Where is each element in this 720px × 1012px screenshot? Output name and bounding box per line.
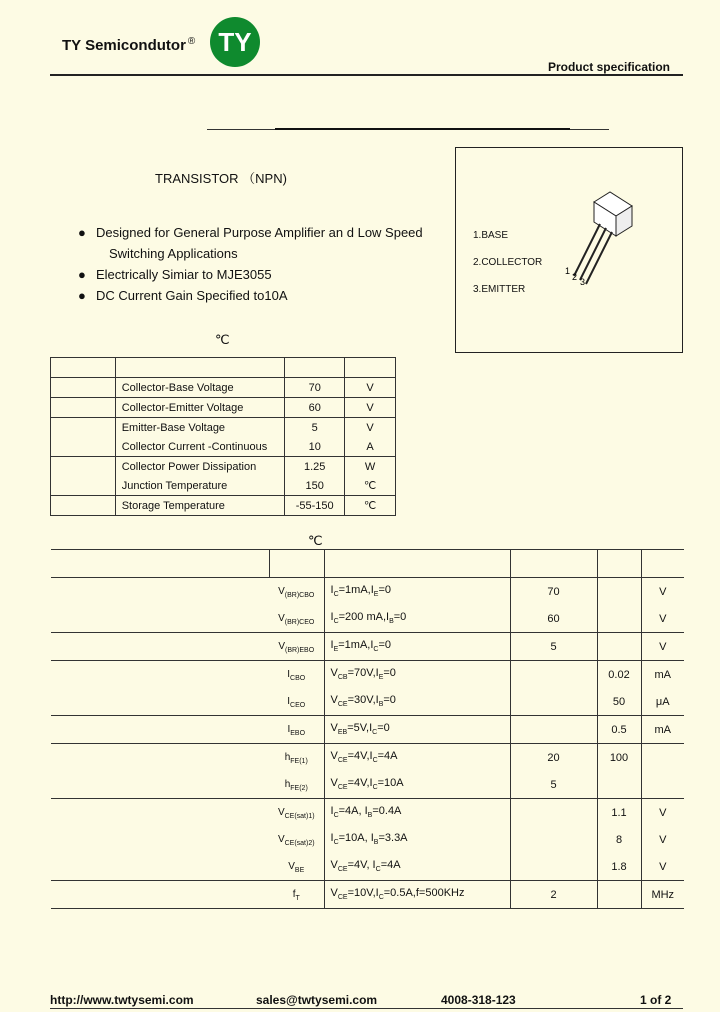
- symbol-cell: $V_{(BR)CBO}$: [278, 585, 315, 599]
- table-row: [51, 661, 684, 689]
- min-cell: [510, 716, 597, 744]
- table-header-row: [51, 550, 684, 578]
- electrical-characteristics-table: [51, 549, 684, 909]
- symbol-cell: $I_{CEO}$: [269, 688, 324, 716]
- table-row: [51, 771, 684, 799]
- product-spec-label: Product specification: [547, 60, 670, 74]
- unit-cell: V: [641, 578, 684, 606]
- footer-website-link[interactable]: http://www.twtysemi.com: [50, 993, 194, 1007]
- bullet-icon: ●: [78, 225, 86, 240]
- unit-cell: MHz: [641, 881, 684, 909]
- min-cell: 5: [510, 633, 597, 661]
- table-row: [51, 605, 684, 633]
- min-cell: [510, 826, 597, 853]
- feature-list: [78, 222, 423, 306]
- table-row: Collector-Base Voltage 70 V: [51, 378, 396, 398]
- unit-cell: μA: [641, 688, 684, 716]
- symbol-cell: $I_{CBO}$: [287, 668, 306, 682]
- table-row: [51, 633, 684, 661]
- max-cell: 0.5: [597, 716, 641, 744]
- feature-item: ● Designed for General Purpose Amplifier an d Low Speed: [78, 222, 423, 243]
- symbol-cell: $f_T$: [269, 881, 324, 909]
- company-logo: TY: [210, 17, 260, 67]
- footer-rule: [50, 1008, 683, 1009]
- condition-cell: $V_{CE}=10V,I_C=0.5A,f=500KHz$: [324, 881, 510, 909]
- table-row: Storage Temperature -55-150 ℃: [51, 496, 396, 516]
- max-cell: [597, 881, 641, 909]
- table-row: Collector Current -Continuous 10 A: [51, 437, 396, 457]
- feature-item: ● DC Current Gain Specified to10A: [78, 285, 423, 306]
- unit-cell: [641, 771, 684, 799]
- table-row: Junction Temperature 150 ℃: [51, 476, 396, 496]
- symbol-cell: $h_{FE(1)}$: [284, 751, 308, 765]
- brand-name: TY Semicondutor ®: [62, 36, 196, 54]
- condition-cell: $V_{EB}=5V,I_C=0$: [324, 716, 510, 744]
- max-cell: 50: [597, 688, 641, 716]
- unit-cell: mA: [641, 716, 684, 744]
- table-row: [51, 744, 684, 772]
- to126-package-icon: [556, 188, 646, 288]
- max-cell: [597, 578, 641, 606]
- min-cell: 60: [510, 605, 597, 633]
- pin-emitter-label: 3.EMITTER: [473, 284, 526, 295]
- condition-cell: $I_C=4A$, $I_B=0.4A$: [324, 799, 510, 827]
- pin-collector-label: 2.COLLECTOR: [473, 257, 543, 268]
- header-rule: [50, 74, 683, 76]
- electrical-temp-note: ℃: [308, 533, 323, 548]
- bullet-icon: ●: [78, 267, 86, 282]
- min-cell: [510, 853, 597, 881]
- min-cell: 20: [510, 744, 597, 772]
- table-row: [51, 826, 684, 853]
- feature-item-continuation: Switching Applications: [109, 246, 238, 261]
- min-cell: 5: [510, 771, 597, 799]
- title-rule-thick: [275, 128, 570, 130]
- condition-cell: $I_C=200$ $mA,I_B=0$: [324, 605, 510, 633]
- min-cell: 2: [510, 881, 597, 909]
- table-row: Collector Power Dissipation 1.25 W: [51, 457, 396, 477]
- symbol-cell: $V_{(BR)EBO}$: [269, 633, 324, 661]
- unit-cell: V: [641, 605, 684, 633]
- unit-cell: V: [641, 826, 684, 853]
- unit-cell: [641, 744, 684, 772]
- symbol-cell: $V_{CE(sat)1)}$: [277, 806, 315, 820]
- symbol-cell: $V_{(BR)CEO}$: [269, 605, 324, 633]
- unit-cell: mA: [641, 661, 684, 689]
- table-row: [51, 688, 684, 716]
- max-cell: [597, 605, 641, 633]
- symbol-cell: $V_{BE}$: [269, 853, 324, 881]
- pin-number-3: 3: [580, 277, 586, 287]
- package-box: [455, 147, 683, 353]
- table-row: [51, 799, 684, 827]
- table-row: [51, 578, 684, 606]
- max-cell: [597, 633, 641, 661]
- min-cell: [510, 661, 597, 689]
- symbol-cell: $h_{FE(2)}$: [269, 771, 324, 799]
- pin-number-1: 1: [565, 266, 571, 276]
- table-row: Emitter-Base Voltage 5 V: [51, 418, 396, 438]
- symbol-cell: $I_{EBO}$: [269, 716, 324, 744]
- symbol-cell: $V_{CE(sat)2)}$: [277, 833, 315, 847]
- max-cell: 100: [597, 744, 641, 772]
- max-cell: 1.8: [597, 853, 641, 881]
- max-ratings-temp-note: ℃: [215, 332, 230, 347]
- condition-cell: $I_C=1mA,I_E=0$: [324, 578, 510, 606]
- footer-page-number: 1 of 2: [640, 993, 672, 1007]
- pin-number-2: 2: [572, 272, 578, 282]
- condition-cell: $I_E=1mA,I_C=0$: [324, 633, 510, 661]
- max-ratings-table: [50, 357, 396, 516]
- unit-cell: V: [641, 633, 684, 661]
- min-cell: [510, 799, 597, 827]
- max-cell: [597, 771, 641, 799]
- max-cell: 8: [597, 826, 641, 853]
- registered-mark: ®: [187, 36, 196, 47]
- max-cell: 1.1: [597, 799, 641, 827]
- unit-cell: V: [641, 853, 684, 881]
- footer-email-link[interactable]: sales@twtysemi.com: [256, 993, 378, 1007]
- condition-cell: $I_C=10A$, $I_B=3.3A$: [324, 826, 510, 853]
- bullet-icon: ●: [78, 288, 86, 303]
- max-cell: 0.02: [597, 661, 641, 689]
- feature-item: ● Electrically Simiar to MJE3055: [78, 264, 423, 285]
- condition-cell: $V_{CE}=4V,I_C=10A$: [324, 771, 510, 799]
- pin-base-label: 1.BASE: [473, 230, 509, 241]
- table-row: Collector-Emitter Voltage 60 V: [51, 398, 396, 418]
- table-row: [51, 716, 684, 744]
- table-row: [51, 881, 684, 909]
- condition-cell: $V_{CE}=4V,I_C=4A$: [324, 744, 510, 772]
- table-header-row: [51, 358, 396, 378]
- min-cell: [510, 688, 597, 716]
- device-title: TRANSISTOR （NPN): [155, 171, 287, 186]
- condition-cell: $V_{CB}=70V,I_E=0$: [324, 661, 510, 689]
- condition-cell: $V_{CE}=4V$, $I_C=4A$: [324, 853, 510, 881]
- footer-phone: 4008-318-123: [441, 993, 516, 1007]
- min-cell: 70: [510, 578, 597, 606]
- condition-cell: $V_{CE}=30V,I_B=0$: [324, 688, 510, 716]
- unit-cell: V: [641, 799, 684, 827]
- table-row: [51, 853, 684, 881]
